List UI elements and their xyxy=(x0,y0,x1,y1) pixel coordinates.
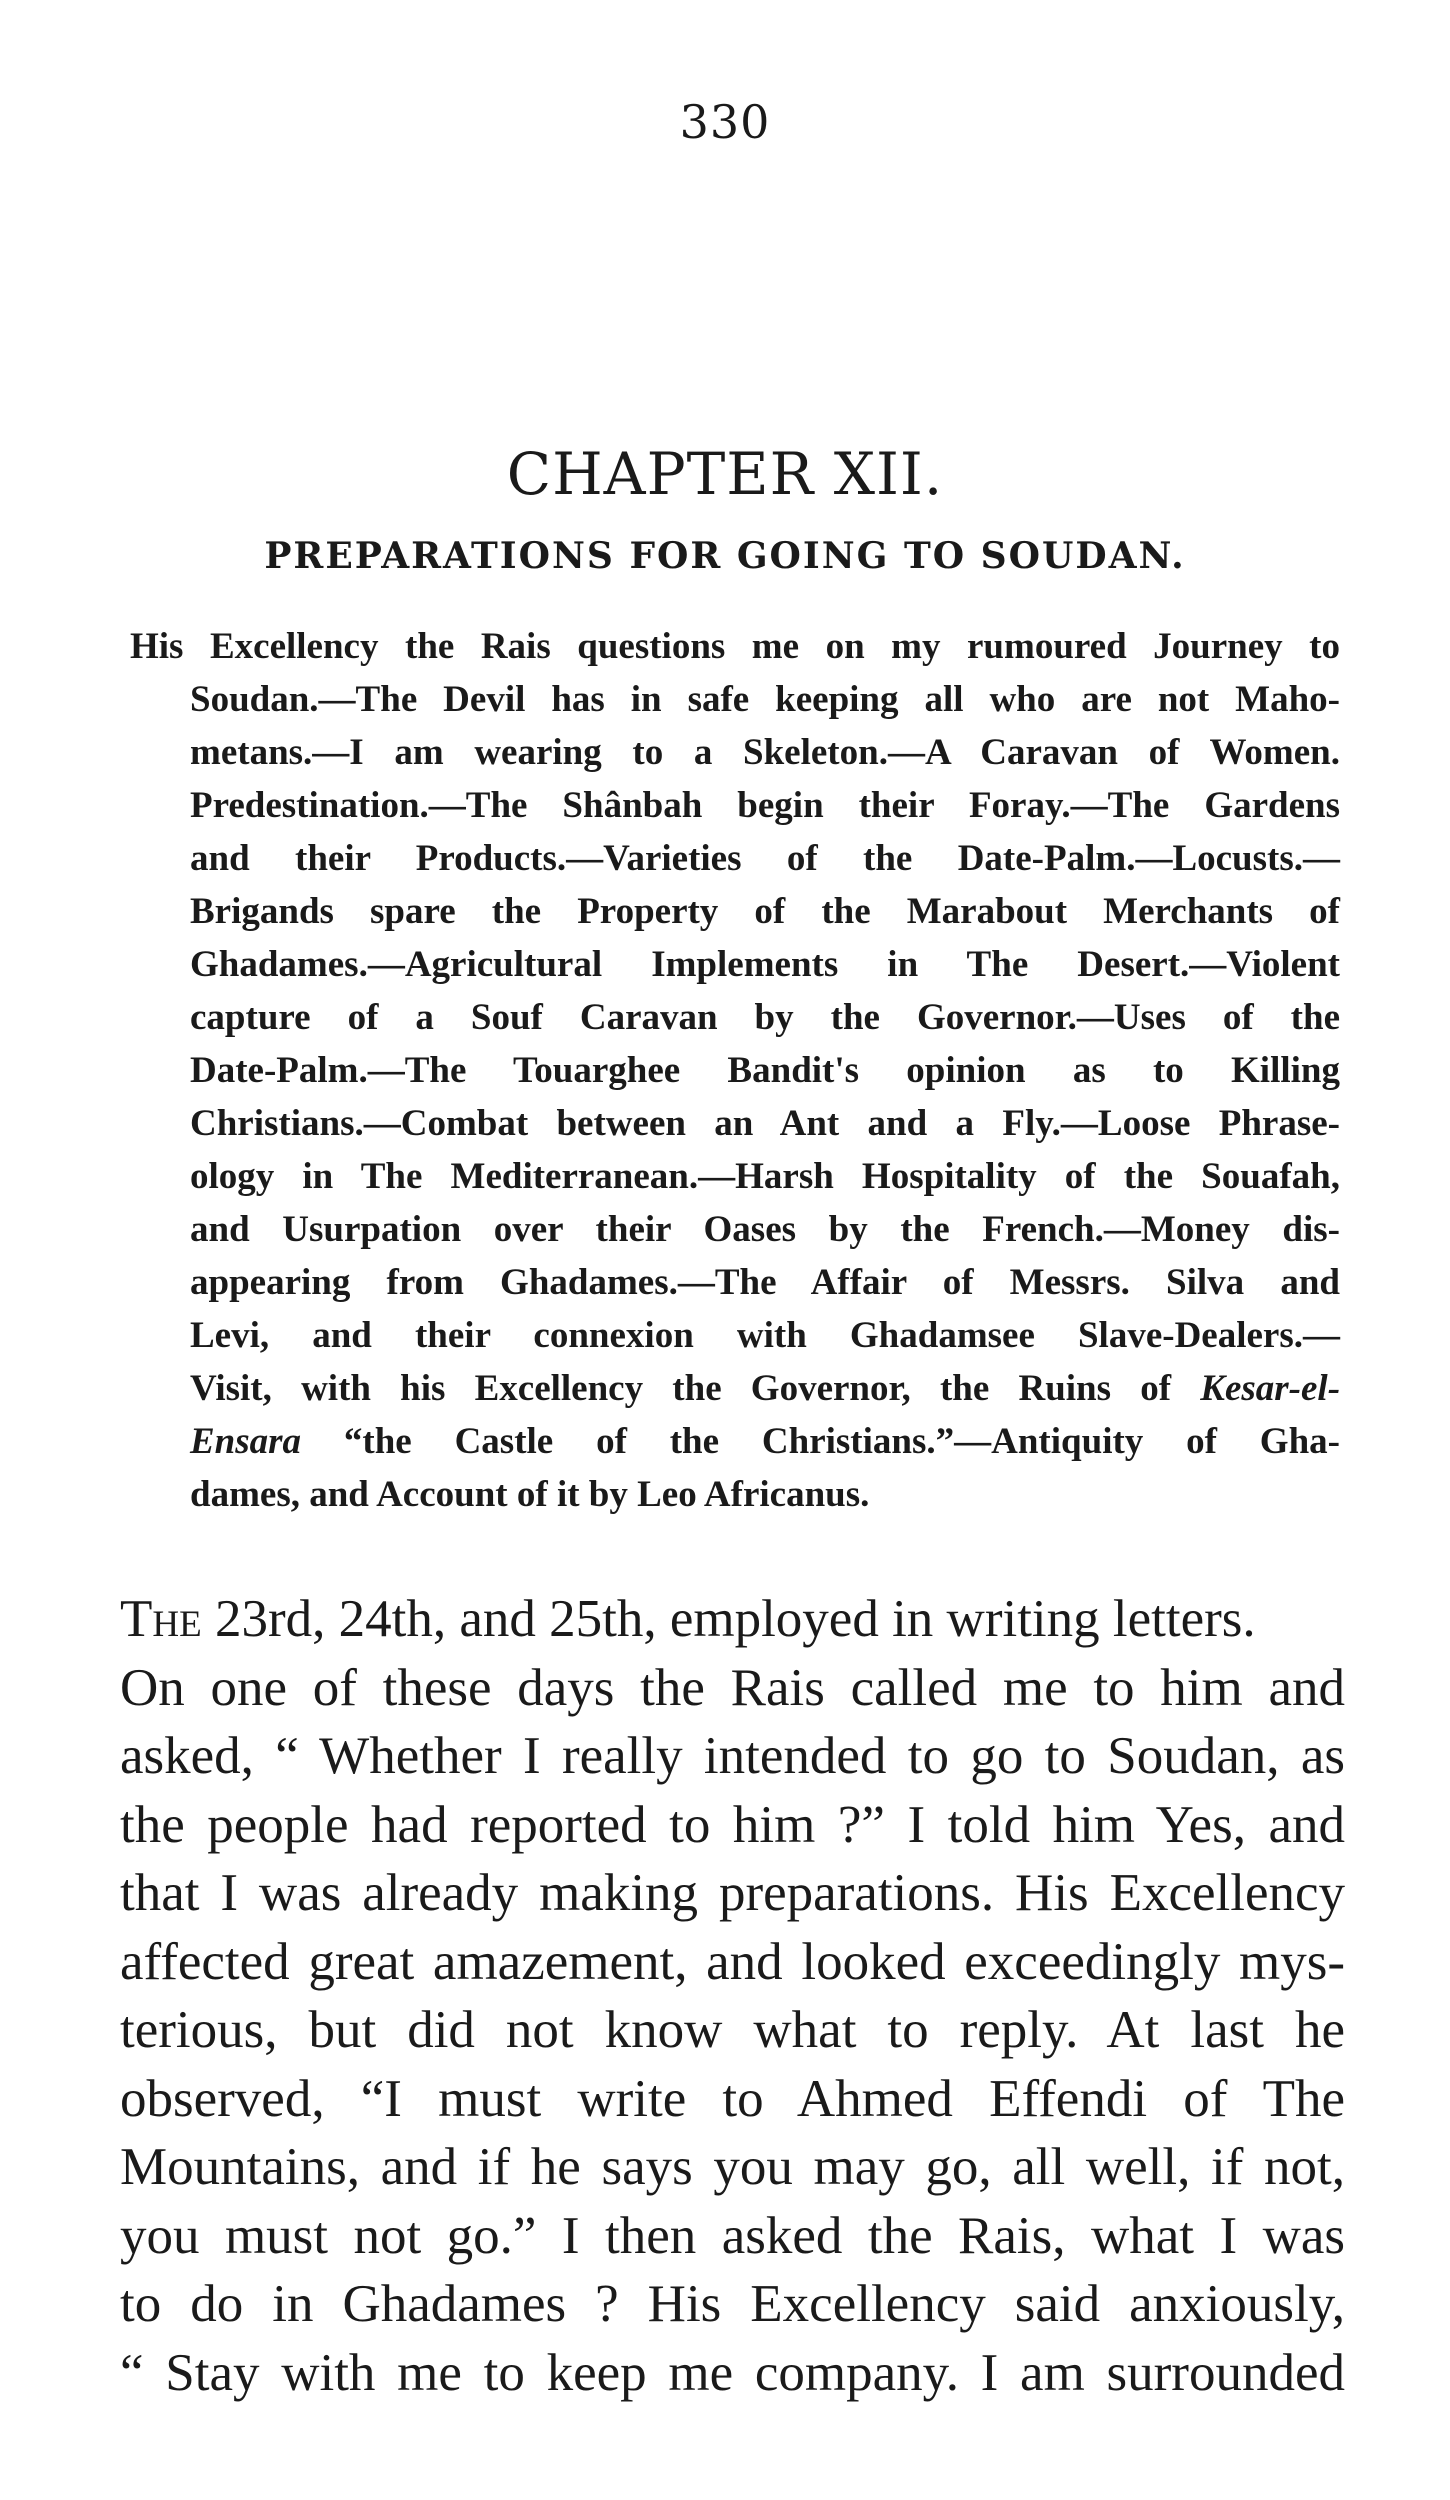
chapter-synopsis xyxy=(130,620,1340,1521)
body-line: “ Stay with me to keep me company. I am surrounded xyxy=(120,2343,1345,2402)
chapter-subtitle: PREPARATIONS FOR GOING TO SOUDAN. xyxy=(264,535,1186,577)
synopsis-line: Levi, and their connexion with Ghadamsee Slave-Dealers.— xyxy=(190,1315,1340,1356)
body-line: asked, “ Whether I really intended to go to Soudan, as xyxy=(120,1727,1345,1785)
synopsis-line: dames, and Account of it by Leo Africanus. xyxy=(190,1474,870,1515)
synopsis-line: metans.—I am wearing to a Skeleton.—A Caravan of Women. xyxy=(190,732,1340,773)
body-paragraph xyxy=(120,1585,1345,2407)
synopsis-line: ology in The Mediterranean.—Harsh Hospitality of the Souafah, xyxy=(190,1156,1340,1197)
synopsis-line: Date-Palm.—The Touarghee Bandit's opinion as to Killing xyxy=(190,1050,1340,1091)
body-line: observed, “I must write to Ahmed Effendi of The xyxy=(120,2069,1345,2128)
synopsis-line: appearing from Ghadames.—The Affair of Messrs. Silva and xyxy=(190,1262,1340,1303)
synopsis-italic-place-name: Kesar-el- xyxy=(1200,1368,1341,1409)
body-line: you must not go.” I then asked the Rais, what I was xyxy=(120,2206,1345,2265)
body-line: that I was already making preparations. His Excellency xyxy=(120,1864,1345,1922)
body-line xyxy=(120,1585,1345,1654)
synopsis-line: Soudan.—The Devil has in safe keeping all who are not Maho- xyxy=(190,679,1340,720)
page-number: 330 xyxy=(679,95,771,149)
synopsis-text: “the Castle of the Christians.”—Antiquity of Gha- xyxy=(301,1421,1340,1462)
body-line: terious, but did not know what to reply. At last he xyxy=(120,2001,1345,2059)
body-line: Mountains, and if he says you may go, all well, if not, xyxy=(120,2138,1345,2196)
synopsis-italic-place-name: Ensara xyxy=(190,1421,302,1462)
synopsis-text: Visit, with his Excellency the Governor, the Ruins of xyxy=(190,1368,1172,1409)
synopsis-line xyxy=(130,1415,1340,1468)
synopsis-line: Predestination.—The Shânbah begin their Foray.—The Gardens xyxy=(190,785,1340,826)
body-line: the people had reported to him ?” I told him Yes, and xyxy=(120,1795,1345,1854)
synopsis-line: and Usurpation over their Oases by the French.—Money dis- xyxy=(190,1209,1340,1250)
body-line: to do in Ghadames ? His Excellency said anxiously, xyxy=(120,2275,1345,2333)
body-line: affected great amazement, and looked exceedingly mys- xyxy=(120,1932,1345,1991)
synopsis-line xyxy=(130,1362,1340,1415)
body-line: On one of these days the Rais called me to him and xyxy=(120,1658,1345,1717)
synopsis-line: Christians.—Combat between an Ant and a Fly.—Loose Phrase- xyxy=(190,1103,1340,1144)
opening-word: The xyxy=(120,1590,202,1648)
synopsis-line: and their Products.—Varieties of the Date-Palm.—Locusts.— xyxy=(190,838,1340,879)
chapter-title: CHAPTER XII. xyxy=(506,440,944,508)
body-text: 23rd, 24th, and 25th, employed in writing letters. xyxy=(201,1590,1256,1648)
synopsis-line: His Excellency the Rais questions me on my rumoured Journey to xyxy=(130,626,1340,667)
synopsis-line: Ghadames.—Agricultural Implements in The Desert.—Violent xyxy=(190,944,1340,985)
synopsis-line: capture of a Souf Caravan by the Governor.—Uses of the xyxy=(190,997,1340,1038)
synopsis-line: Brigands spare the Property of the Marabout Merchants of xyxy=(190,891,1340,932)
